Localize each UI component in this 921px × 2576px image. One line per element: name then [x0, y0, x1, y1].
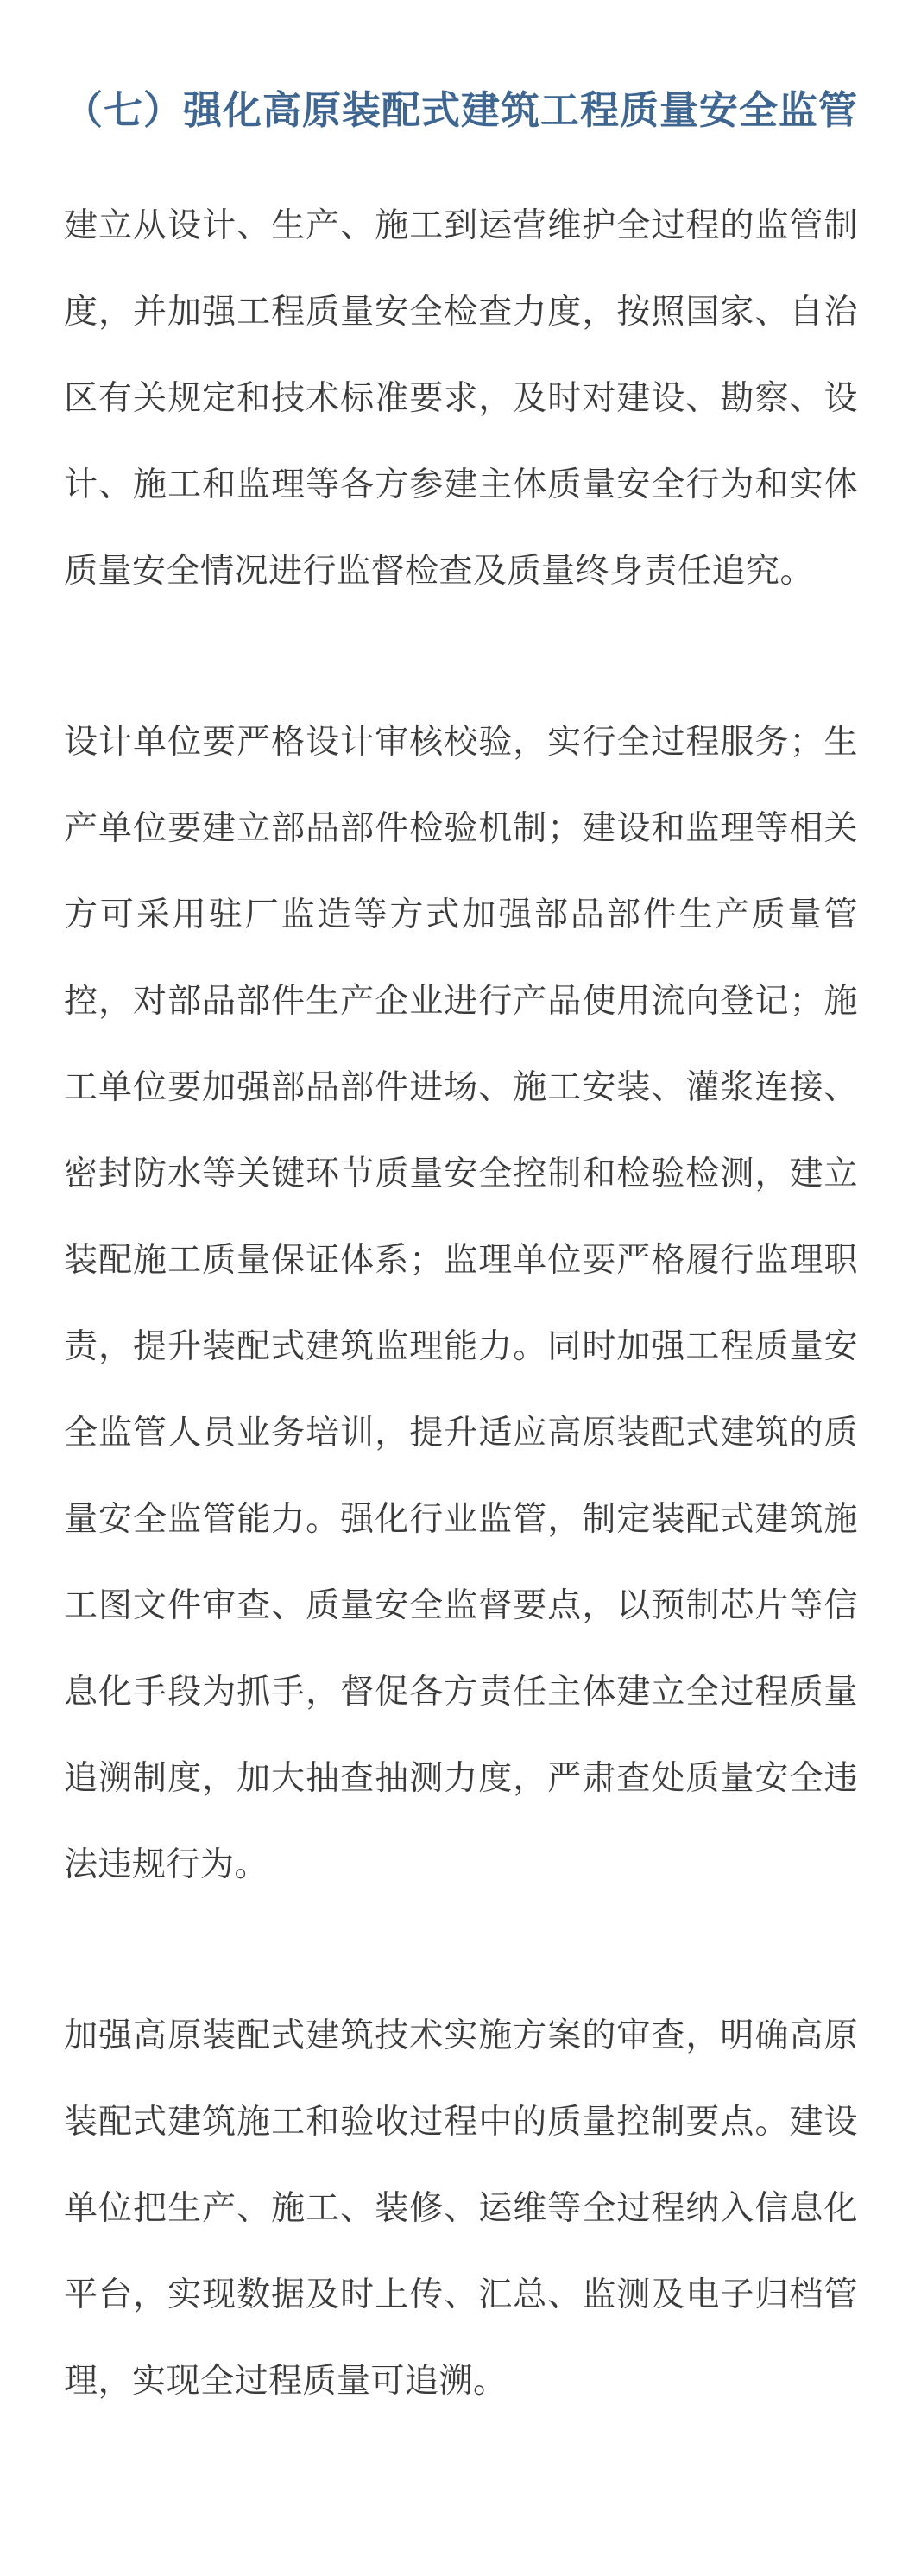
article-body	[64, 83, 858, 2425]
paragraph-supervision-system: 建立从设计、生产、施工到运营维护全过程的监管制度，并加强工程质量安全检查力度，按照国家、自治区有关规定和技术标准要求，及时对建设、勘察、设计、施工和监理等各方参建主体质量安全行为和实体质量安全情况进行监督检查及质量终身责任追究。	[64, 206, 858, 591]
paragraph-responsibilities: 设计单位要严格设计审核校验，实行全过程服务；生产单位要建立部品部件检验机制；建设和监理等相关方可采用驻厂监造等方式加强部品部件生产质量管控，对部品部件生产企业进行产品使用流向登记；施工单位要加强部品部件进场、施工安装、灌浆连接、密封防水等关键环节质量安全控制和检验检测，建立装配施工质量保证体系；监理单位要严格履行监理职责，提升装配式建筑监理能力。同时加强工程质量安全监管人员业务培训，提升适应高原装配式建筑的质量安全监管能力。强化行业监管，制定装配式建筑施工图文件审查、质量安全监督要点，以预制芯片等信息化手段为抓手，督促各方责任主体建立全过程质量追溯制度，加大抽查抽测力度，严肃查处质量安全违法违规行为。	[64, 723, 858, 1884]
section-title: （七）强化高原装配式建筑工程质量安全监管	[64, 87, 859, 133]
paragraph-traceability: 加强高原装配式建筑技术实施方案的审查，明确高原装配式建筑施工和验收过程中的质量控制要点。建设单位把生产、施工、装修、运维等全过程纳入信息化平台，实现数据及时上传、汇总、监测及电子归档管理，实现全过程质量可追溯。	[64, 2016, 858, 2401]
